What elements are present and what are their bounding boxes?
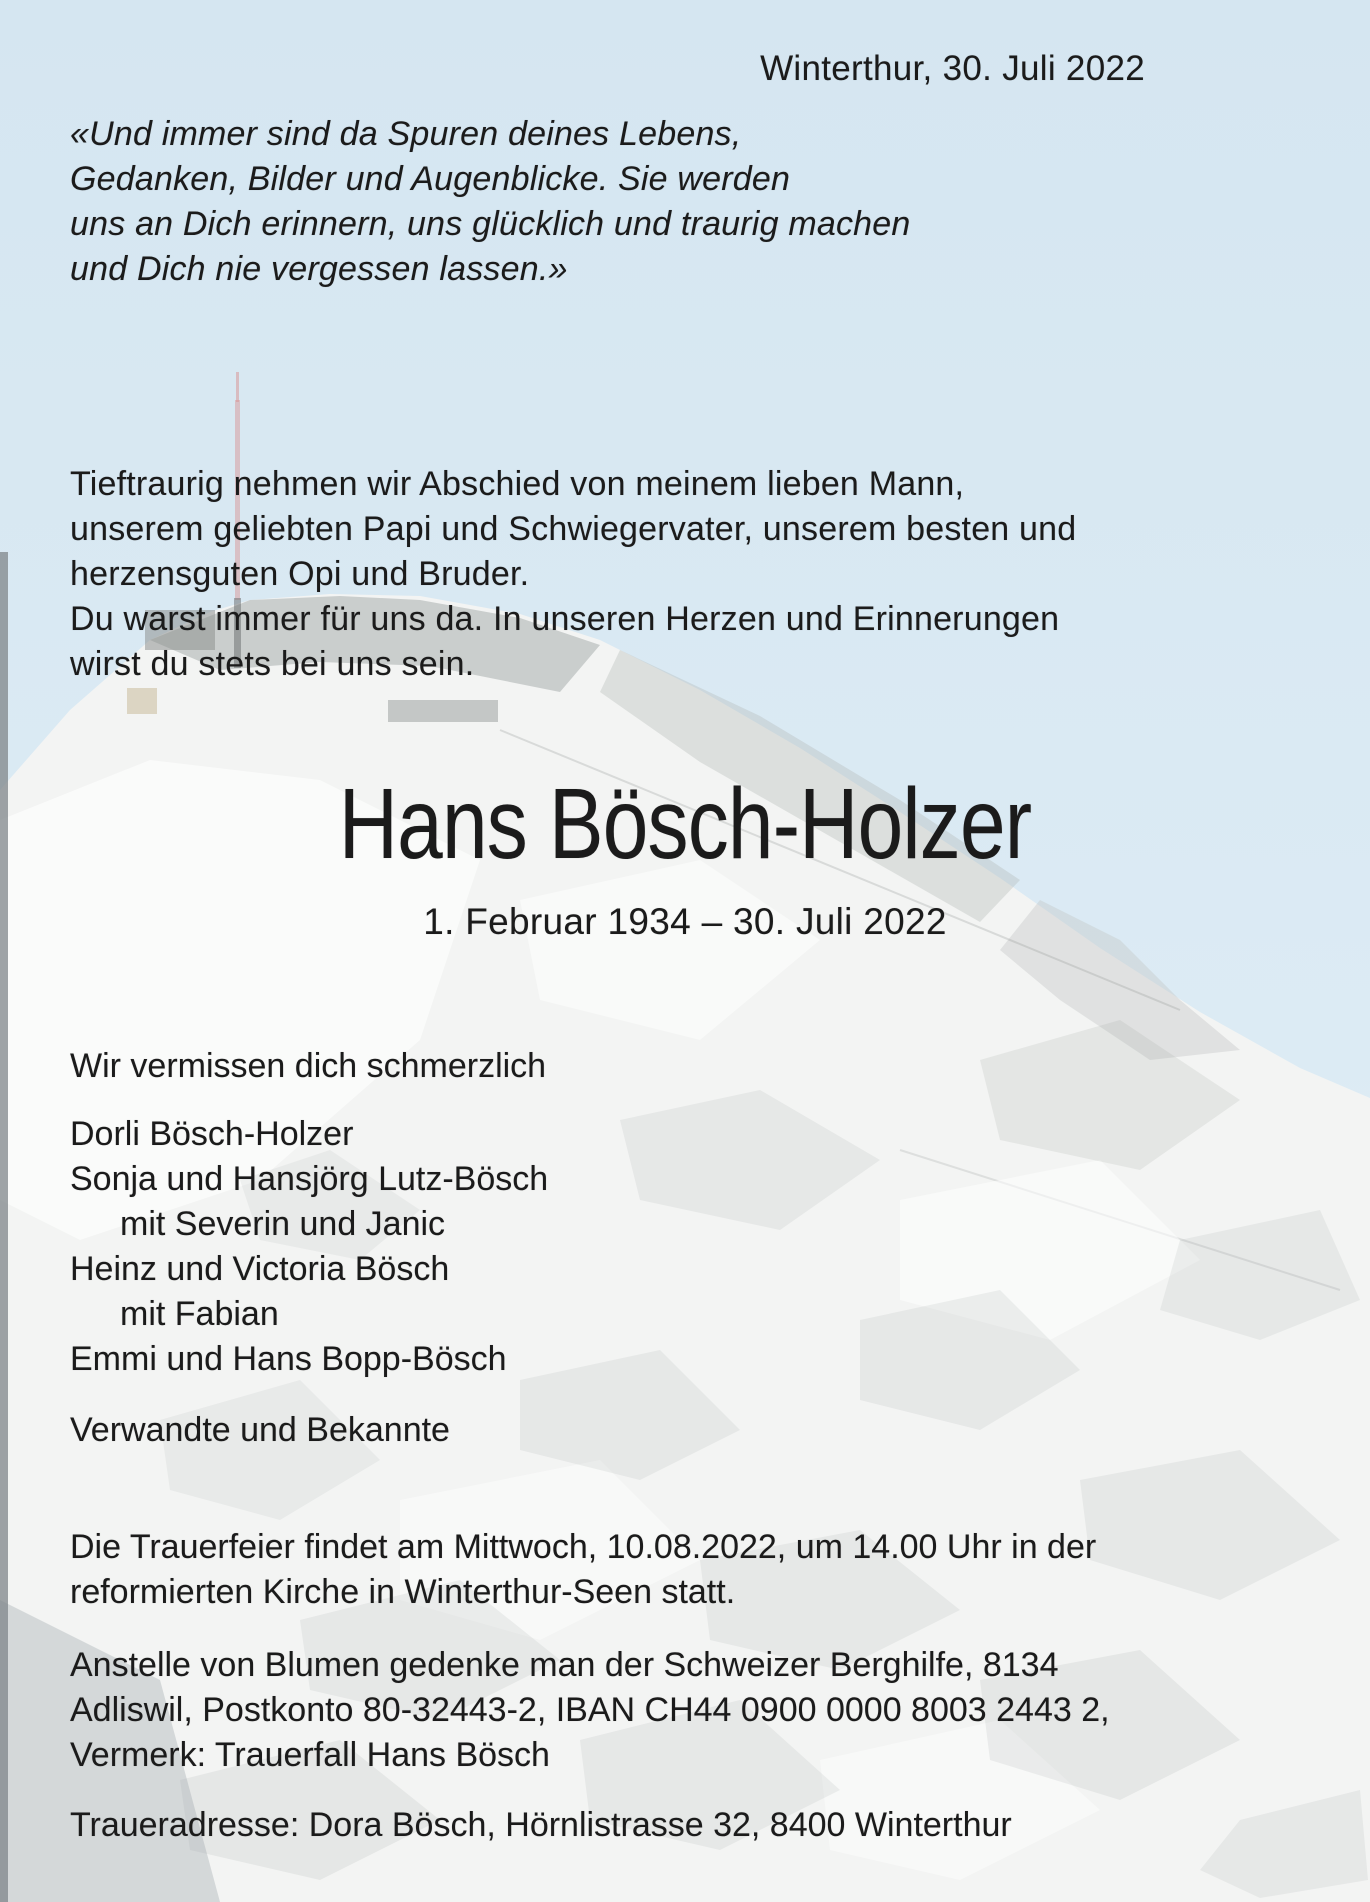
- farewell-paragraph: [70, 462, 1076, 687]
- intro-line: unserem geliebten Papi und Schwiegervater, unserem besten und: [70, 510, 1077, 548]
- intro-line: wirst du stets bei uns sein.: [70, 645, 475, 683]
- family-list: [70, 1112, 548, 1382]
- intro-line: Du warst immer für uns da. In unseren Herzen und Erinnerungen: [70, 600, 1060, 638]
- service-line: reformierten Kirche in Winterthur-Seen statt.: [70, 1573, 736, 1611]
- dateline: Winterthur, 30. Juli 2022: [760, 49, 1145, 88]
- donation-line: Vermerk: Trauerfall Hans Bösch: [70, 1736, 550, 1774]
- quote-line: uns an Dich erinnern, uns glücklich und traurig machen: [70, 205, 911, 243]
- antenna-mast-tip: [236, 372, 239, 402]
- family-member-grandchildren: mit Fabian: [120, 1295, 279, 1333]
- intro-line: herzensguten Opi und Bruder.: [70, 555, 530, 593]
- intro-line: Tieftraurig nehmen wir Abschied von meinem lieben Mann,: [70, 465, 965, 503]
- memorial-quote: [70, 112, 910, 292]
- family-member: Heinz und Victoria Bösch: [70, 1250, 450, 1288]
- summit-building: [127, 688, 157, 714]
- station-wing: [388, 700, 498, 722]
- life-dates: 1. Februar 1934 – 30. Juli 2022: [423, 901, 947, 942]
- donation-line: Anstelle von Blumen gedenke man der Schweizer Berghilfe, 8134: [70, 1646, 1059, 1684]
- family-member-grandchildren: mit Severin und Janic: [120, 1205, 446, 1243]
- family-member: Sonja und Hansjörg Lutz-Bösch: [70, 1160, 549, 1198]
- donation-line: Adliswil, Postkonto 80-32443-2, IBAN CH44 0900 0000 8003 2443 2,: [70, 1691, 1110, 1729]
- deceased-name: Hans Bösch-Holzer: [338, 768, 1032, 880]
- family-member: Emmi und Hans Bopp-Bösch: [70, 1340, 507, 1378]
- service-info: [70, 1525, 1096, 1615]
- mourning-address: Traueradresse: Dora Bösch, Hörnlistrasse 32, 8400 Winterthur: [70, 1806, 1012, 1844]
- service-line: Die Trauerfeier findet am Mittwoch, 10.08.2022, um 14.00 Uhr in der: [70, 1528, 1097, 1566]
- family-member: Dorli Bösch-Holzer: [70, 1115, 354, 1153]
- scan-edge-strip: [0, 552, 8, 1902]
- quote-line: Gedanken, Bilder und Augenblicke. Sie werden: [70, 160, 791, 198]
- quote-line: «Und immer sind da Spuren deines Lebens,: [70, 115, 742, 153]
- deceased-name-block: [0, 768, 1370, 880]
- quote-line: und Dich nie vergessen lassen.»: [70, 250, 568, 288]
- donation-info: [70, 1643, 1110, 1778]
- missing-line: Wir vermissen dich schmerzlich: [70, 1047, 547, 1085]
- relatives-line: Verwandte und Bekannte: [70, 1411, 450, 1449]
